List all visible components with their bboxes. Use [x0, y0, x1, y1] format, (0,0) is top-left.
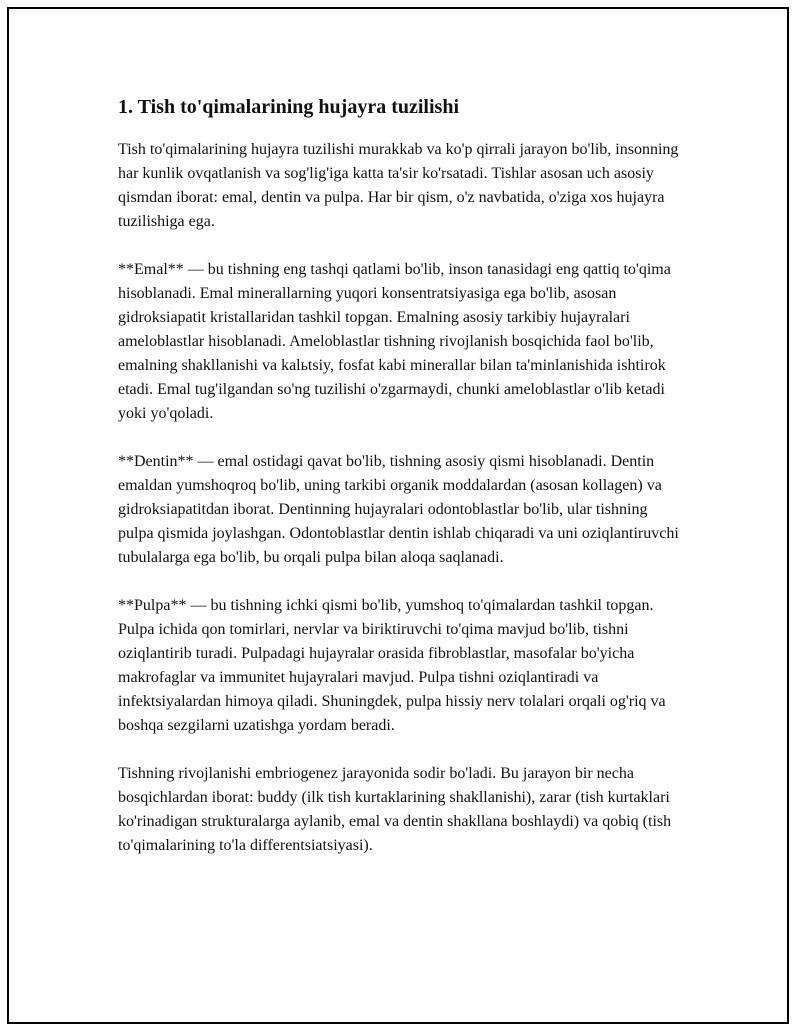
- paragraph-emal: **Emal** — bu tishning eng tashqi qatlami bo'lib, inson tanasidagi eng qattiq to'qima hisoblanadi. Emal minerallarning yuqori konsentratsiyasiga ega bo'lib, asosan gidroksiapatit kristallaridan tashkil topgan. Emalning asosiy tarkibiy hujayralari ameloblastlar hisoblanadi. Ameloblastlar tishning rivojlanish bosqichida faol bo'lib, emalning shakllanishi va kalьtsiy, fosfat kabi minerallar bilan ta'minlanishida ishtirok etadi. Emal tug'ilgandan so'ng tuzilishi o'zgarmaydi, chunki ameloblastlar o'lib ketadi yoki yo'qoladi.: [118, 261, 671, 422]
- paragraph-development: Tishning rivojlanishi embriogenez jarayonida sodir bo'ladi. Bu jarayon bir necha bosqichlardan iborat: buddy (ilk tish kurtaklarining shakllanishi), zarar (tish kurtaklari ko'rinadigan strukturalarga aylanib, emal va dentin shakllana boshlaydi) va qobiq (tish to'qimalarining to'la differentsiatsiyasi).: [118, 765, 672, 854]
- document-body: [118, 94, 684, 882]
- paragraph-intro: Tish to'qimalarining hujayra tuzilishi murakkab va ko'p qirrali jarayon bo'lib, insonning har kunlik ovqatlanish va sog'lig'iga katta ta'sir ko'rsatadi. Tishlar asosan uch asosiy qismdan iborat: emal, dentin va pulpa. Har bir qism, o'z navbatida, o'ziga xos hujayra tuzilishiga ega.: [118, 141, 679, 230]
- paragraph-pulpa: **Pulpa** — bu tishning ichki qismi bo'lib, yumshoq to'qimalardan tashkil topgan. Pulpa ichida qon tomirlari, nervlar va biriktiruvchi to'qima mavjud bo'lib, tishni oziqlantirib turadi. Pulpadagi hujayralar orasida fibroblastlar, masofalar bo'yicha makrofaglar va immunitet hujayralari mavjud. Pulpa tishni oziqlantiradi va infektsiyalardan himoya qiladi. Shuningdek, pulpa hissiy nerv tolalari orqali og'riq va boshqa sezgilarni uzatishga yordam beradi.: [118, 597, 666, 734]
- document-title: 1. Tish to'qimalarining hujayra tuzilishi: [118, 96, 460, 118]
- paragraph-dentin: **Dentin** — emal ostidagi qavat bo'lib, tishning asosiy qismi hisoblanadi. Dentin emaldan yumshoqroq bo'lib, uning tarkibi organik moddalardan (asosan kollagen) va gidroksiapatitdan iborat. Dentinning hujayralari odontoblastlar bo'lib, ular tishning pulpa qismida joylashgan. Odontoblastlar dentin ishlab chiqaradi va uni oziqlantiruvchi tubulalarga ega bo'lib, bu orqali pulpa bilan aloqa saqlanadi.: [118, 453, 679, 566]
